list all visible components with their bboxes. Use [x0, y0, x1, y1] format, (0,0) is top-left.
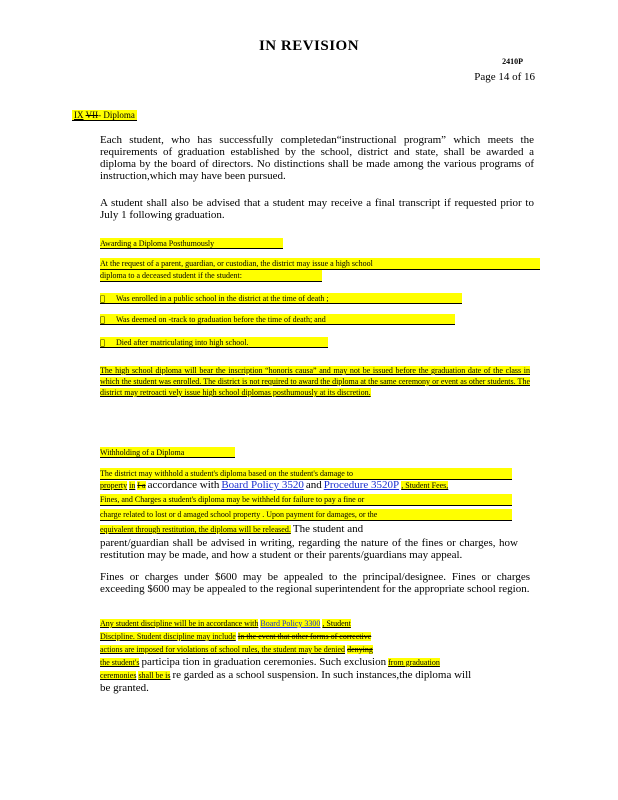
section-title: - Diploma	[98, 110, 135, 120]
posthumous-intro-line-1: At the request of a parent, guardian, or custodian, the district may issue a high school	[100, 258, 540, 270]
board-policy-3300-link[interactable]: Board Policy 3300	[260, 619, 321, 628]
posthumous-bullet-1	[100, 293, 462, 304]
discipline-paragraph: Any student discipline will be in accordance with Board Policy 3300 , Student Discipline. Student discipline may include In the event that other forms of corrective actions are imposed for violations of school rules, the student may be denied denying the student's participa tion in graduation ceremonies. Such exclusion from graduation ceremonies shall be is re garded as a school suspension. In such instances,the diploma will be granted.	[100, 619, 472, 694]
procedure-3520p-link[interactable]: Procedure 3520P	[323, 479, 400, 491]
section-number-deleted: VII	[85, 110, 99, 120]
square-bullet-icon	[100, 337, 116, 348]
square-bullet-icon	[100, 293, 116, 304]
page-title: IN REVISION	[258, 38, 360, 54]
board-policy-3520-link[interactable]: Board Policy 3520	[221, 479, 304, 491]
posthumous-intro	[100, 258, 540, 282]
posthumous-bullet-2	[100, 314, 455, 325]
withholding-rest: parent/guardian shall be advised in writing, regarding the nature of the fines or charges, how restitution may be made, and how a student or their parents/guardians may appeal.	[100, 537, 518, 561]
posthumous-heading: Awarding a Diploma Posthumously	[100, 238, 283, 249]
withholding-appeal: Fines or charges under $600 may be appealed to the principal/designee. Fines or charges exceeding $600 may be appealed to the regional superintendent for the appropriate school region.	[100, 571, 530, 595]
transcript-paragraph: A student shall also be advised that a student may receive a final transcript if requested prior to July 1 following graduation.	[100, 197, 534, 221]
bullet-text: Died after matriculating into high school.	[116, 338, 249, 347]
withholding-heading: Withholding of a Diploma	[100, 447, 235, 458]
policy-number: 2410P	[502, 57, 523, 66]
diploma-paragraph: Each student, who has successfully completedan“instructional program” which meets the requirements of graduation established by the school, district and state, shall be awarded a diploma by the board of directors. No distinctions shall be made among the various programs of instruction,which may have been pursued.	[100, 134, 534, 182]
square-bullet-icon	[100, 314, 116, 325]
withholding-paragraph: The district may withhold a student's diploma based on the student's damage to property in I a accordance with Board Policy 3520 and Procedure 3520P , Student Fees, Fines, and Charges a student's diploma may be withheld for failure to pay a fine or charge related to lost or d amaged school property . Upon payment for damages, or the equivalent through restitution, the diploma will be released. The student and	[100, 468, 512, 535]
posthumous-inscription: The high school diploma will bear the inscription “honoris causa” and may not be issued before the graduation date of the class in which the student was enrolled. The district is not required to award the diploma at the same ceremony or event as other students. The district may retroacti vely issue high school diplomas posthumously at its discretion.	[100, 366, 530, 397]
posthumous-intro-line-2: diploma to a deceased student if the student:	[100, 270, 322, 282]
posthumous-bullet-3	[100, 337, 328, 348]
bullet-text: Was deemed on -track to graduation before the time of death; and	[116, 315, 326, 324]
section-number: IX	[74, 110, 84, 120]
page-number: Page 14 of 16	[474, 71, 535, 83]
section-heading	[72, 110, 137, 121]
bullet-text: Was enrolled in a public school in the district at the time of death ;	[116, 294, 329, 303]
